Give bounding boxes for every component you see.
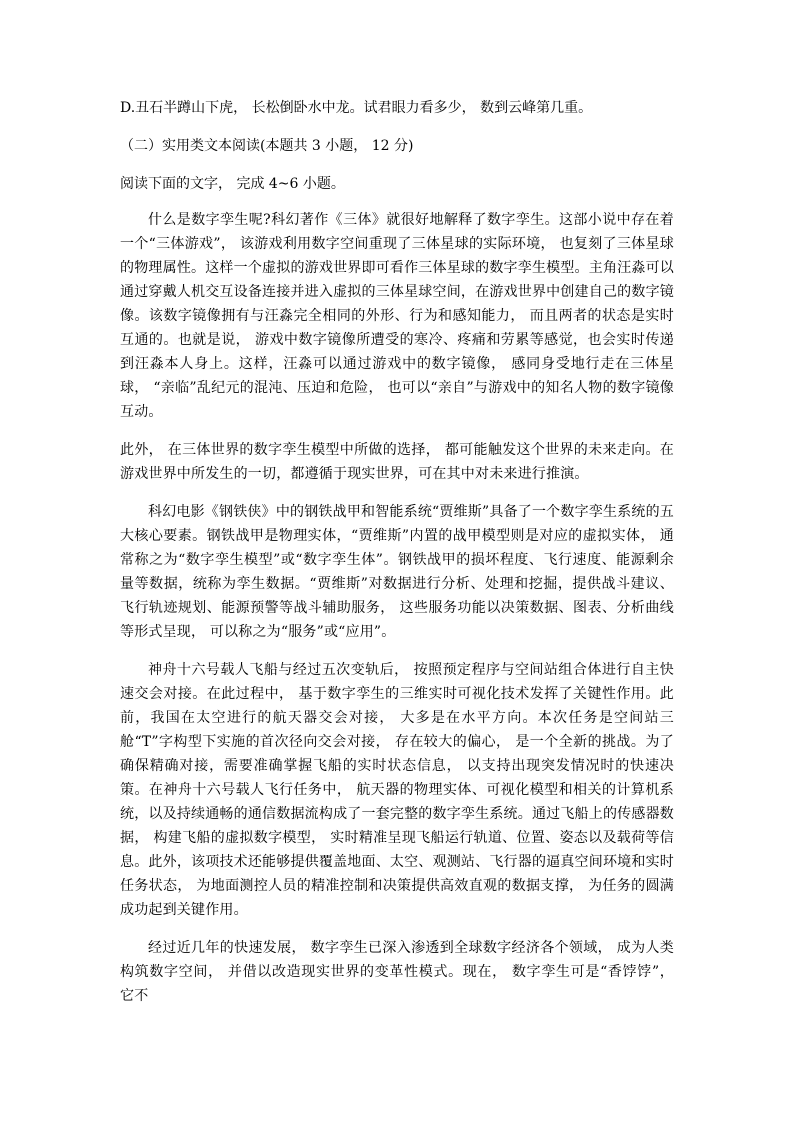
paragraph-santi-choices: 此外， 在三体世界的数字孪生模型中所做的选择， 都可能触发这个世界的未来走向。在游戏世界中所发生的一切，都遵循于现实世界，可在其中对未来进行推演。 — [120, 442, 674, 482]
paragraph-iron-man: 科幻电影《钢铁侠》中的钢铁战甲和智能系统“贾维斯”具备了一个数字孪生系统的五大核心要素。钢铁战甲是物理实体，“贾维斯”内置的战甲模型则是对应的虚拟实体， 通常称之为“数字孪生模型”或“数字孪生体”。钢铁战甲的损坏程度、飞行速度、能源剩余量等数据，统称为孪生数据。“贾维斯”对数据进行分析、处理和挖掘，提供战斗建议、飞行轨迹规划、能源预警等战斗辅助服务， 这些服务功能以决策数据、图表、分析曲线等形式呈现， 可以称之为“服务”或“应用”。 — [120, 504, 674, 640]
section-heading: （二）实用类文本阅读(本题共 3 小题， 12 分) — [120, 138, 414, 154]
option-d-line: D.丑石半蹲山下虎， 长松倒卧水中龙。试君眼力看多少， 数到云峰第几重。 — [120, 100, 593, 116]
paragraph-shenzhou: 神舟十六号载人飞船与经过五次变轨后， 按照预定程序与空间站组合体进行自主快速交会对接。在此过程中， 基于数字孪生的三维实时可视化技术发挥了关键性作用。此前，我国在太空进行的航天器交会对接， 大多是在水平方向。本次任务是空间站三舱“T”字构型下实施的首次径向交会对接， 存在较大的偏心， 是一个全新的挑战。为了确保精确对接，需要准确掌握飞船的实时状态信息， 以支持出现突发情况时的快速决策。在神舟十六号载人飞行任务中， 航天器的物理实体、可视化模型和相关的计算机系统，以及持续通畅的通信数据流构成了一套完整的数字孪生系统。通过飞船上的传感器数据， 构建飞船的虚拟数字模型， 实时精准呈现飞船运行轨道、位置、姿态以及载荷等信息。此外，该项技术还能够提供覆盖地面、太空、观测站、飞行器的逼真空间环境和实时任务状态， 为地面测控人员的精准控制和决策提供高效直观的数据支撑， 为任务的圆满成功起到关键作用。 — [120, 662, 674, 918]
paragraph-development: 经过近几年的快速发展， 数字孪生已深入渗透到全球数字经济各个领域， 成为人类构筑数字空间， 并借以改造现实世界的变革性模式。现在， 数字孪生可是“香饽饽”， 它不 — [120, 940, 674, 1004]
paragraph-santi: 什么是数字孪生呢?科幻著作《三体》就很好地解释了数字孪生。这部小说中存在着一个“三体游戏”， 该游戏利用数字空间重现了三体星球的实际环境， 也复刻了三体星球的物理属性。这样一个虚拟的游戏世界即可看作三体星球的数字孪生模型。主角汪淼可以通过穿戴人机交互设备连接并进入虚拟的三体星球空间，在游戏世界中创建自己的数字镜像。该数字镜像拥有与汪淼完全相同的外形、行为和感知能力， 而且两者的状态是实时互通的。也就是说， 游戏中数字镜像所遭受的寒冷、疼痛和劳累等感觉，也会实时传递到汪淼本人身上。这样，汪淼可以通过游戏中的数字镜像， 感同身受地行走在三体星球， “亲临”乱纪元的混沌、压迫和危险， 也可以“亲自”与游戏中的知名人物的数字镜像互动。 — [120, 212, 674, 420]
instruction-line: 阅读下面的文字， 完成 4~6 小题。 — [120, 176, 345, 192]
